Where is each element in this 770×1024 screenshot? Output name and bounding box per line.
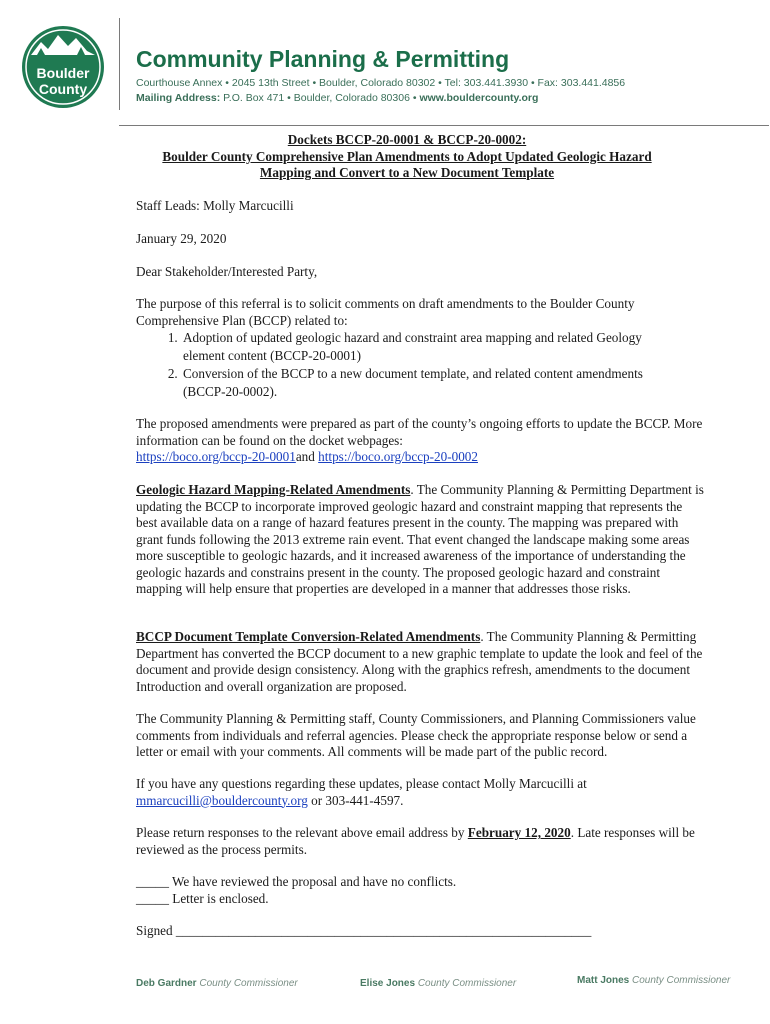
template-heading: BCCP Document Template Conversion-Related Amendments	[136, 629, 481, 644]
department-name: Community Planning & Permitting	[136, 46, 510, 72]
contact-email-link[interactable]: mmarcucilli@bouldercounty.org	[136, 792, 308, 808]
geologic-paragraph	[136, 482, 706, 598]
commissioner-name: Matt Jones	[577, 975, 630, 986]
website-link[interactable]: www.bouldercounty.org	[419, 92, 539, 104]
purpose-intro: The purpose of this referral is to solicit comments on draft amendments to the Boulder County Comprehensive Plan (BCCP) related to:	[136, 296, 635, 328]
questions-paragraph	[136, 776, 706, 809]
signature-line[interactable]: Signed _______________________________________________________________	[136, 923, 592, 938]
template-text: . The Community Planning & Permitting Department has converted the BCCP document to a new graphic template to update the look and feel of the document and provide design consistency. Along with the graphics refresh, amendments to the document Introduction and overall organization are proposed.	[136, 629, 703, 694]
salutation: Dear Stakeholder/Interested Party,	[136, 264, 318, 279]
mailing-address: P.O. Box 471 • Boulder, Colorado 80306 •	[220, 92, 420, 104]
purpose-list	[136, 329, 706, 401]
return-before: Please return responses to the relevant above email address by	[136, 825, 468, 840]
docket-link-1[interactable]: https://boco.org/bccp-20-0001	[136, 449, 296, 464]
letter-date: January 29, 2020	[136, 231, 227, 246]
logo-text-county: County	[38, 81, 88, 97]
list-item	[181, 329, 706, 365]
boulder-county-logo	[21, 22, 105, 112]
commissioner-name: Deb Gardner	[136, 978, 197, 989]
purpose-section	[136, 296, 706, 401]
geologic-heading: Geologic Hazard Mapping-Related Amendments	[136, 482, 411, 497]
commissioner-name: Elise Jones	[360, 978, 416, 989]
title-line-1: Dockets BCCP-20-0001 & BCCP-20-0002:	[287, 132, 527, 147]
more-info-paragraph	[136, 416, 706, 466]
item1-line-a: 1. Adoption of updated geologic hazard and constraint area mapping and related Geology	[183, 330, 642, 345]
commissioner-role: County Commissioner	[199, 978, 298, 989]
staff-leads: Staff Leads: Molly Marcucilli	[136, 198, 294, 213]
item1-line-b: element content (BCCP-20-0001)	[183, 348, 361, 363]
footer-commissioner-2	[360, 978, 516, 989]
title-line-3: Mapping and Convert to a New Document Template	[259, 165, 555, 180]
contact-phone: or 303-441-4597.	[307, 792, 404, 808]
return-deadline: February 12, 2020	[467, 825, 571, 840]
template-paragraph	[136, 629, 706, 695]
mailing-label: Mailing Address:	[136, 92, 221, 104]
and-text: and	[295, 449, 319, 464]
header-horizontal-rule	[119, 125, 769, 126]
footer-commissioner-3	[577, 975, 730, 986]
commissioner-role: County Commissioner	[632, 975, 731, 986]
title-line-2: Boulder County Comprehensive Plan Amendments to Adopt Updated Geologic Hazard	[162, 148, 652, 164]
response-option-no-conflicts[interactable]: _____ We have reviewed the proposal and have no conflicts.	[136, 874, 457, 889]
item2-line-b: (BCCP-20-0002).	[183, 384, 278, 399]
return-paragraph	[136, 825, 706, 858]
questions-text: If you have any questions regarding these updates, please contact Molly Marcucilli at	[136, 776, 587, 791]
response-option-letter-enclosed[interactable]: _____ Letter is enclosed.	[136, 891, 269, 906]
address-line: Courthouse Annex • 2045 13th Street • Boulder, Colorado 80302 • Tel: 303.441.3930 • Fax: 303.441.4856	[136, 77, 626, 89]
comments-paragraph: The Community Planning & Permitting staff, County Commissioners, and Planning Commissioners value comments from individuals and referral agencies. Please check the appropriate response below or send a letter or email with your comments. All comments will be made part of the public record.	[136, 711, 696, 759]
commissioner-role: County Commissioner	[417, 978, 517, 989]
header-vertical-rule	[119, 18, 120, 110]
footer-commissioner-1	[136, 978, 298, 989]
more-info-text: The proposed amendments were prepared as part of the county’s ongoing efforts to update the BCCP. More information can be found on the docket webpages:	[136, 416, 703, 448]
docket-title	[136, 132, 678, 182]
mailing-address-line	[136, 92, 538, 104]
return-after: . Late responses will be reviewed as the process permits.	[136, 825, 695, 857]
logo-text-boulder: Boulder	[36, 65, 90, 81]
list-item	[181, 365, 706, 401]
item2-line-a: 2. Conversion of the BCCP to a new document template, and related content amendments	[183, 366, 643, 381]
docket-link-2[interactable]: https://boco.org/bccp-20-0002	[318, 449, 478, 464]
geologic-text: . The Community Planning & Permitting Department is updating the BCCP to incorporate improved geologic hazard and constraint mapping that represents the best available data on a range of hazard features present in the county. The mapping was prepared with grant funds following the 2013 extreme rain event. That event changed the landscape making some areas more susceptible to geologic hazards, and it increased awareness of the importance of understanding the geologic hazards and constrains present in the county. The proposed geologic hazard and constraint mapping will help ensure that properties are developed in a manner that addresses those risks.	[136, 482, 704, 596]
